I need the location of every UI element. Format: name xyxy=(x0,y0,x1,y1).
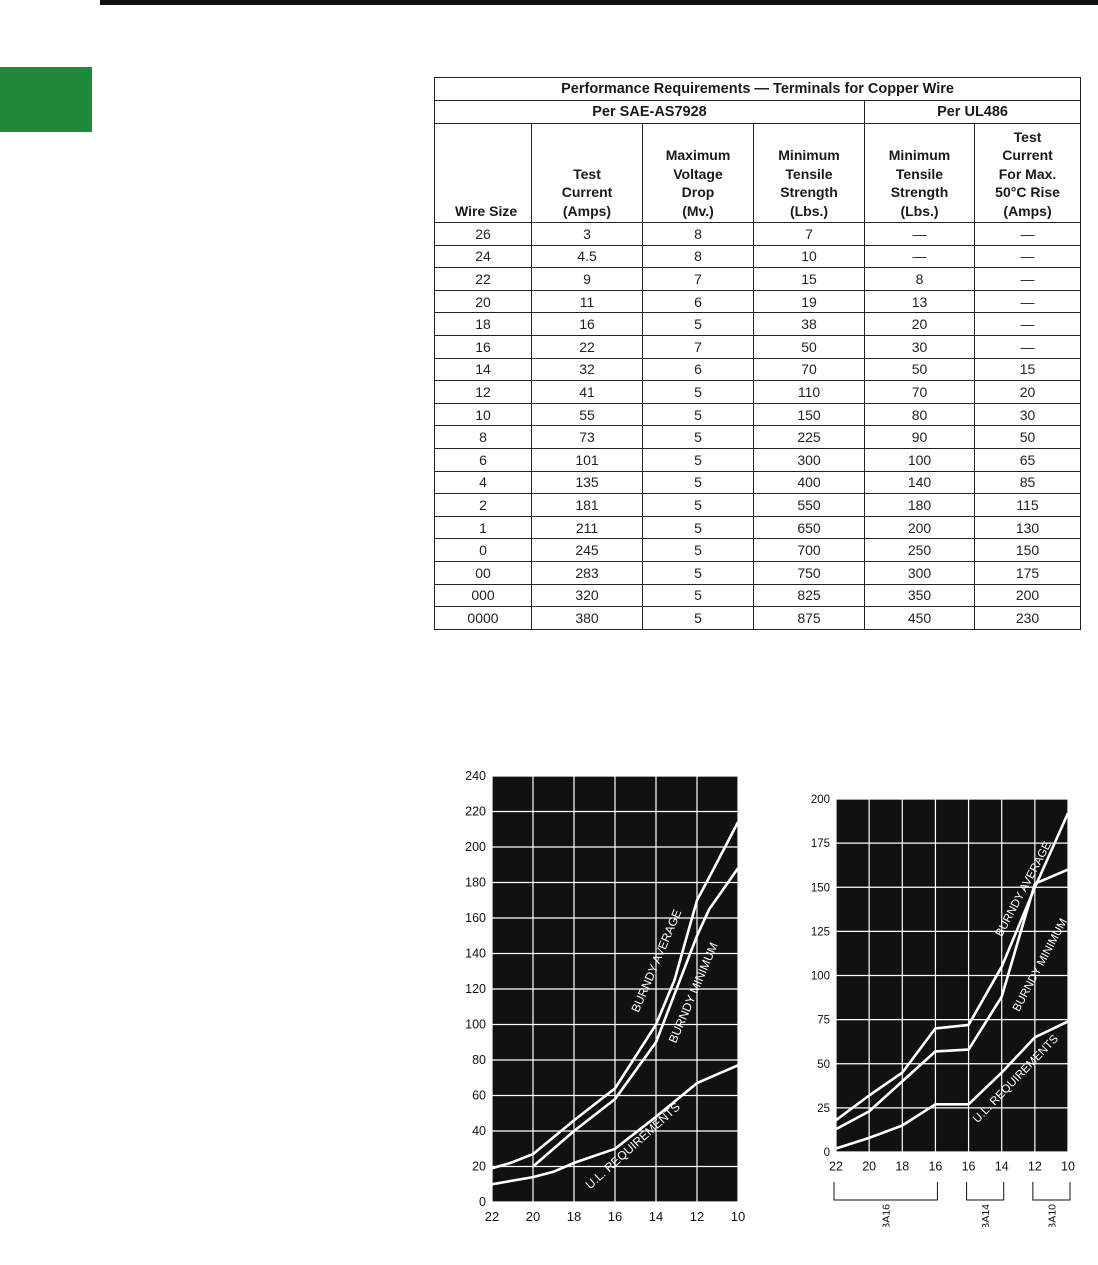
column-header-line: 50°C Rise xyxy=(995,184,1060,200)
y-tick-label: 175 xyxy=(810,838,830,851)
column-header-line: Drop xyxy=(681,184,715,200)
table-cell: — xyxy=(975,268,1081,291)
x-tick-label: 10 xyxy=(730,1209,746,1224)
y-tick-label: 25 xyxy=(817,1102,830,1115)
table-cell: 5 xyxy=(643,403,754,426)
column-header-line: (Lbs.) xyxy=(789,202,829,219)
column-header-line: Current xyxy=(1002,147,1053,163)
table-cell: 50 xyxy=(975,426,1081,449)
table-cell: 5 xyxy=(643,471,754,494)
table-cell: — xyxy=(975,290,1081,313)
table-cell: 2 xyxy=(435,494,532,517)
series-label: U.L. REQUIREMENTS xyxy=(582,1099,683,1192)
column-header-line: (Lbs.) xyxy=(900,202,939,219)
column-header xyxy=(435,124,532,223)
table-cell: 211 xyxy=(532,516,643,539)
column-header-line: Strength xyxy=(890,184,949,200)
y-tick-label: 75 xyxy=(817,1014,830,1027)
table-cell: 300 xyxy=(754,448,865,471)
column-header-row xyxy=(435,124,1081,223)
x-tick-label: 12 xyxy=(1027,1159,1042,1174)
series-label: BURNDY AVERAGE xyxy=(993,839,1055,939)
table-cell: 15 xyxy=(975,358,1081,381)
table-cell: 3 xyxy=(532,223,643,246)
table-cell: 16 xyxy=(532,313,643,336)
table-cell: 5 xyxy=(643,539,754,562)
column-header-line: For Max. xyxy=(998,165,1057,182)
x-tick-label: 22 xyxy=(484,1209,500,1224)
x-tick-label: 16 xyxy=(607,1209,623,1224)
table-cell: 55 xyxy=(532,403,643,426)
table-row xyxy=(435,539,1081,562)
table-cell: 6 xyxy=(435,448,532,471)
table-cell: 700 xyxy=(754,539,865,562)
column-header-line: (Amps) xyxy=(1003,202,1052,219)
table-cell: 12 xyxy=(435,381,532,404)
table-cell: 5 xyxy=(643,561,754,584)
group-bracket xyxy=(967,1182,1004,1200)
y-tick-label: 120 xyxy=(465,982,486,996)
table-cell: 85 xyxy=(975,471,1081,494)
x-tick-label: 18 xyxy=(566,1209,582,1224)
series-label: BURNDY MINIMUM xyxy=(665,940,721,1046)
table-cell: 7 xyxy=(643,268,754,291)
group-ul: Per UL486 xyxy=(865,101,1081,124)
y-tick-label: 100 xyxy=(810,970,830,983)
y-tick-label: 50 xyxy=(817,1058,830,1071)
y-tick-label: 220 xyxy=(465,804,486,819)
table-cell: 400 xyxy=(754,471,865,494)
table-cell: 70 xyxy=(865,381,975,404)
table-row xyxy=(435,584,1081,607)
series-label: U.L. REQUIREMENTS xyxy=(971,1033,1062,1126)
column-header xyxy=(754,124,865,223)
group-label: BA10 xyxy=(1046,1204,1059,1227)
column-header-line: Test xyxy=(1013,128,1042,145)
column-header-line: (Amps) xyxy=(562,202,612,219)
table-cell: 30 xyxy=(975,403,1081,426)
table-cell: 115 xyxy=(975,494,1081,517)
x-tick-label: 18 xyxy=(895,1159,910,1174)
table-cell: 18 xyxy=(435,313,532,336)
table-cell: 101 xyxy=(532,448,643,471)
column-header-line: Strength xyxy=(780,184,838,200)
table-cell: 110 xyxy=(754,381,865,404)
x-tick-label: 20 xyxy=(525,1209,541,1224)
x-tick-label: 20 xyxy=(862,1159,877,1174)
series-label: BURNDY AVERAGE xyxy=(628,907,685,1015)
y-tick-label: 0 xyxy=(479,1195,486,1209)
x-tick-label: 22 xyxy=(829,1159,843,1174)
column-header xyxy=(975,124,1081,223)
table-cell: 24 xyxy=(435,245,532,268)
table-cell: — xyxy=(975,313,1081,336)
table-cell: 135 xyxy=(532,471,643,494)
table-cell: 550 xyxy=(754,494,865,517)
table-row xyxy=(435,494,1081,517)
column-header-line: Voltage xyxy=(673,165,723,182)
table-cell: — xyxy=(975,335,1081,358)
table-row xyxy=(435,335,1081,358)
table-row xyxy=(435,448,1081,471)
table-cell: 14 xyxy=(435,358,532,381)
column-header xyxy=(643,124,754,223)
column-header-line: Minimum xyxy=(888,147,951,163)
table-cell: 650 xyxy=(754,516,865,539)
table-cell: 50 xyxy=(754,335,865,358)
table-cell: 350 xyxy=(865,584,975,607)
y-tick-label: 200 xyxy=(810,794,830,806)
group-sae: Per SAE-AS7928 xyxy=(435,101,865,124)
table-cell: 13 xyxy=(865,290,975,313)
table-cell: 00 xyxy=(435,561,532,584)
table-cell: 6 xyxy=(643,358,754,381)
table-cell: 90 xyxy=(865,426,975,449)
table-cell: 230 xyxy=(975,607,1081,630)
series-label: BURNDY MINIMUM xyxy=(1010,916,1071,1014)
column-header-line: Wire Size xyxy=(455,202,518,219)
table-cell: 0 xyxy=(435,539,532,562)
table-cell: 8 xyxy=(435,426,532,449)
column-header-line: Test xyxy=(573,165,601,182)
table-cell: 4 xyxy=(435,471,532,494)
table-cell: 19 xyxy=(754,290,865,313)
table-row xyxy=(435,245,1081,268)
table-cell: 20 xyxy=(435,290,532,313)
table-cell: 5 xyxy=(643,313,754,336)
group-bracket xyxy=(834,1182,937,1200)
table-cell: 300 xyxy=(865,561,975,584)
table-cell: 245 xyxy=(532,539,643,562)
table-cell: 225 xyxy=(754,426,865,449)
table-row xyxy=(435,561,1081,584)
table-row xyxy=(435,381,1081,404)
table-row xyxy=(435,471,1081,494)
chart-svg xyxy=(790,787,1090,1227)
table-cell: 16 xyxy=(435,335,532,358)
table-row xyxy=(435,313,1081,336)
y-tick-label: 0 xyxy=(823,1147,830,1159)
x-tick-label: 16 xyxy=(961,1159,976,1174)
column-header-line: Tensile xyxy=(895,165,944,182)
table-cell: 41 xyxy=(532,381,643,404)
table-cell: 140 xyxy=(865,471,975,494)
table-cell: 150 xyxy=(754,403,865,426)
table-cell: 22 xyxy=(435,268,532,291)
y-tick-label: 200 xyxy=(465,840,486,854)
column-header xyxy=(865,124,975,223)
table-cell: 150 xyxy=(975,539,1081,562)
table-cell: 22 xyxy=(532,335,643,358)
table-cell: 750 xyxy=(754,561,865,584)
table-cell: — xyxy=(865,223,975,246)
table-cell: 65 xyxy=(975,448,1081,471)
column-header-line: Maximum xyxy=(665,147,731,163)
group-label: BA16 xyxy=(880,1204,893,1227)
table-cell: 50 xyxy=(865,358,975,381)
table-cell: 380 xyxy=(532,607,643,630)
table-cell: 4.5 xyxy=(532,245,643,268)
chart-right xyxy=(790,787,1090,1227)
group-bracket xyxy=(1033,1182,1070,1200)
table-cell: 73 xyxy=(532,426,643,449)
table-cell: 200 xyxy=(975,584,1081,607)
table-cell: 9 xyxy=(532,268,643,291)
table-cell: 20 xyxy=(865,313,975,336)
table-cell: 000 xyxy=(435,584,532,607)
table-cell: 320 xyxy=(532,584,643,607)
table-cell: 5 xyxy=(643,584,754,607)
table-cell: — xyxy=(975,223,1081,246)
table-cell: 250 xyxy=(865,539,975,562)
table-cell: 80 xyxy=(865,403,975,426)
table-cell: 200 xyxy=(865,516,975,539)
table-cell: 38 xyxy=(754,313,865,336)
x-tick-label: 16 xyxy=(928,1159,943,1174)
table-cell: 32 xyxy=(532,358,643,381)
y-tick-label: 100 xyxy=(465,1017,486,1032)
table-row xyxy=(435,516,1081,539)
table-cell: 20 xyxy=(975,381,1081,404)
section-tab xyxy=(0,67,92,132)
table-cell: 875 xyxy=(754,607,865,630)
table-row xyxy=(435,268,1081,291)
y-tick-label: 150 xyxy=(810,882,830,895)
top-rule xyxy=(100,0,1098,5)
table-cell: 8 xyxy=(643,245,754,268)
x-tick-label: 14 xyxy=(648,1209,664,1224)
table-cell: — xyxy=(975,245,1081,268)
table-row xyxy=(435,290,1081,313)
column-header-line: Minimum xyxy=(778,147,840,163)
y-tick-label: 125 xyxy=(810,926,830,939)
column-header-line: (Mv.) xyxy=(682,202,714,219)
table-cell: 283 xyxy=(532,561,643,584)
group-label: BA14 xyxy=(980,1204,993,1227)
table-cell: 5 xyxy=(643,494,754,517)
table-cell: 5 xyxy=(643,607,754,630)
table-cell: 1 xyxy=(435,516,532,539)
table-cell: 7 xyxy=(754,223,865,246)
y-tick-label: 240 xyxy=(465,769,486,783)
table-cell: 5 xyxy=(643,426,754,449)
table-cell: 175 xyxy=(975,561,1081,584)
table-cell: 5 xyxy=(643,381,754,404)
table-cell: 180 xyxy=(865,494,975,517)
table-cell: 130 xyxy=(975,516,1081,539)
table-row xyxy=(435,223,1081,246)
y-tick-label: 160 xyxy=(465,911,486,925)
table-cell: 100 xyxy=(865,448,975,471)
table-cell: 0000 xyxy=(435,607,532,630)
y-tick-label: 20 xyxy=(472,1159,486,1174)
column-header-line: Current xyxy=(561,184,613,200)
table-row xyxy=(435,358,1081,381)
table-cell: 5 xyxy=(643,448,754,471)
table-cell: 5 xyxy=(643,516,754,539)
y-tick-label: 80 xyxy=(472,1053,486,1067)
performance-table xyxy=(434,77,1081,630)
table-cell: 181 xyxy=(532,494,643,517)
y-tick-label: 140 xyxy=(465,946,486,961)
table-cell: 7 xyxy=(643,335,754,358)
y-tick-label: 60 xyxy=(472,1088,486,1103)
table-body xyxy=(435,223,1081,630)
table-title: Performance Requirements — Terminals for Copper Wire xyxy=(435,78,1081,101)
table-row xyxy=(435,607,1081,630)
x-tick-label: 10 xyxy=(1061,1159,1075,1174)
table-cell: 15 xyxy=(754,268,865,291)
y-tick-label: 180 xyxy=(465,875,486,890)
table-row xyxy=(435,426,1081,449)
table-cell: 8 xyxy=(643,223,754,246)
x-tick-label: 14 xyxy=(994,1159,1009,1174)
table-cell: 450 xyxy=(865,607,975,630)
table-cell: 825 xyxy=(754,584,865,607)
table-cell: 10 xyxy=(435,403,532,426)
x-tick-label: 12 xyxy=(689,1209,705,1224)
table-row xyxy=(435,403,1081,426)
table-cell: — xyxy=(865,245,975,268)
chart-svg xyxy=(450,765,750,1230)
chart-left xyxy=(450,765,750,1230)
table-cell: 10 xyxy=(754,245,865,268)
table-cell: 6 xyxy=(643,290,754,313)
y-tick-label: 40 xyxy=(472,1124,486,1138)
table-cell: 11 xyxy=(532,290,643,313)
column-header xyxy=(532,124,643,223)
table-cell: 26 xyxy=(435,223,532,246)
column-header-line: Tensile xyxy=(785,165,833,182)
table-cell: 30 xyxy=(865,335,975,358)
table-cell: 8 xyxy=(865,268,975,291)
table-cell: 70 xyxy=(754,358,865,381)
